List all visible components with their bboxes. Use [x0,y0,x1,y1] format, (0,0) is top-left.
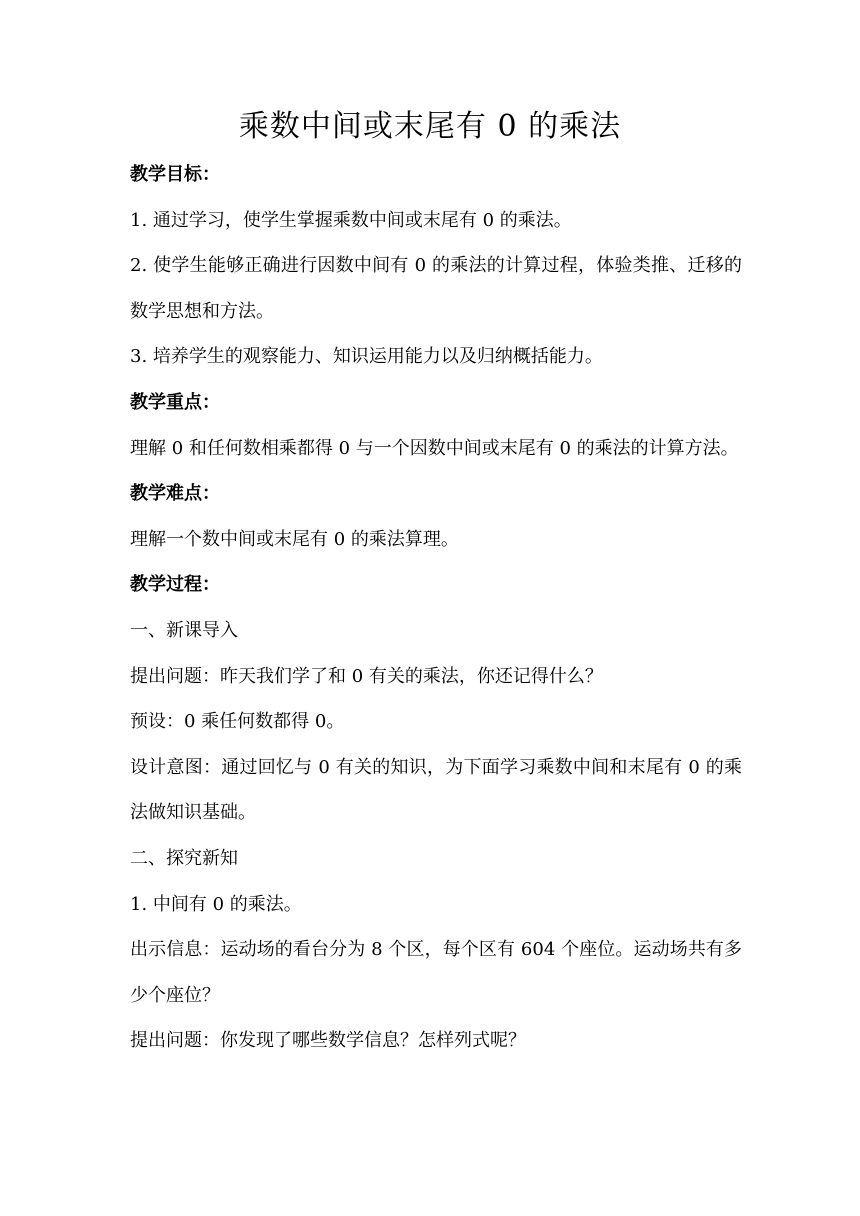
paragraph-preset: 预设：0 乘任何数都得 0。 [130,711,345,733]
paragraph-question-1: 提出问题：昨天我们学了和 0 有关的乘法，你还记得什么？ [130,665,603,687]
paragraph-info: 出示信息：运动场的看台分为 8 个区，每个区有 604 个座位。运动场共有多少个座位？ [130,939,742,1006]
paragraph-design-intent: 设计意图：通过回忆与 0 有关的知识，为下面学习乘数中间和末尾有 0 的乘法做知识基础。 [130,756,742,824]
paragraph-difficulties: 理解一个数中间或末尾有 0 的乘法算理。 [130,528,459,550]
document-body [130,152,742,1064]
subheading-explore: 二、探究新知 [130,847,238,869]
paragraph-middle-zero: 1. 中间有 0 的乘法。 [130,893,302,915]
paragraph-objective-1: 1. 通过学习，使学生掌握乘数中间或末尾有 0 的乘法。 [130,209,572,231]
section-heading-objectives: 教学目标： [130,164,220,185]
document-title: 乘数中间或末尾有 0 的乘法 [238,109,622,144]
paragraph-objective-2: 2. 使学生能够正确进行因数中间有 0 的乘法的计算过程，体验类推、迁移的数学思想和方法。 [130,255,742,322]
section-heading-difficulties: 教学难点： [130,483,220,505]
paragraph-question-2: 提出问题：你发现了哪些数学信息？怎样列式呢？ [130,1030,526,1052]
paragraph-objective-3: 3. 培养学生的观察能力、知识运用能力以及归纳概括能力。 [130,346,603,368]
paragraph-key-points: 理解 0 和任何数相乘都得 0 与一个因数中间或末尾有 0 的乘法的计算方法。 [130,437,739,459]
section-heading-process: 教学过程： [130,574,220,596]
subheading-introduction: 一、新课导入 [130,619,238,641]
section-heading-key-points: 教学重点： [130,391,220,413]
